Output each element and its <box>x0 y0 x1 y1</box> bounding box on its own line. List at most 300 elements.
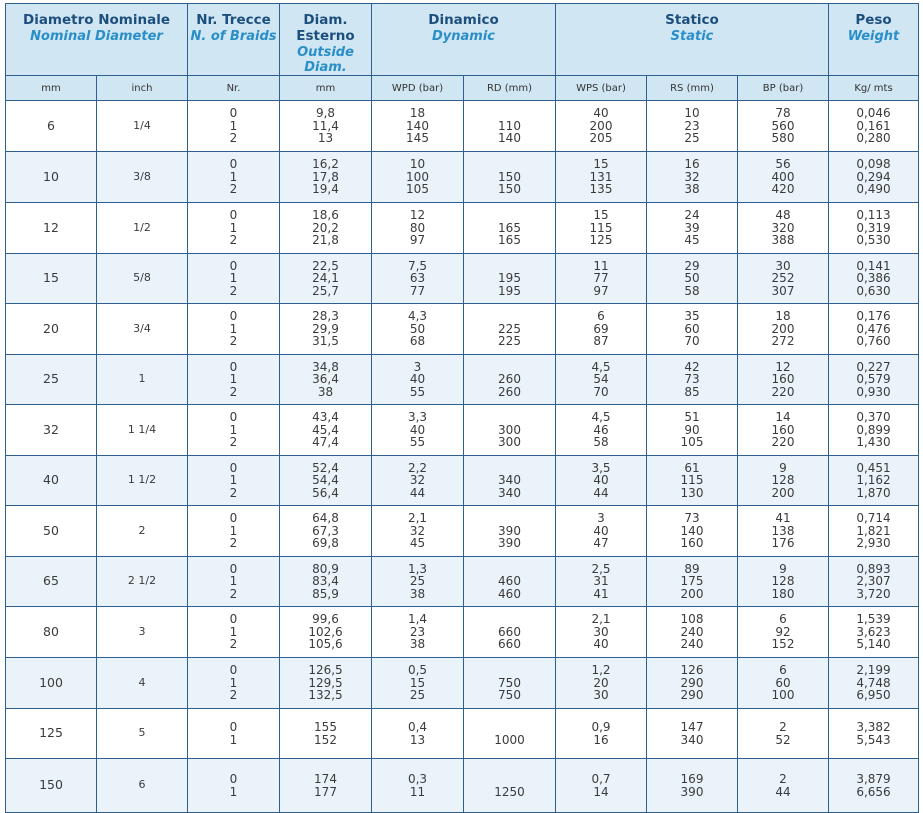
cell-outside-diam-value: 38 <box>317 384 334 399</box>
cell-braids <box>188 456 280 506</box>
table-body <box>6 101 919 813</box>
cell-wpd-value: 45 <box>409 536 426 551</box>
cell-outside-diam-value: 9,8 <box>315 106 336 121</box>
cell-braids-value: 0 <box>229 772 238 787</box>
cell-outside-diam-value: 56,4 <box>312 485 339 500</box>
cell-rs-value: 175 <box>680 574 704 589</box>
cell-rs <box>647 557 738 607</box>
cell-outside-diam-value: 132,5 <box>308 688 343 703</box>
cell-outside-diam-value: 36,4 <box>312 372 339 387</box>
cell-weight <box>829 254 919 304</box>
cell-weight <box>829 759 919 813</box>
cell-wpd-value: 2,1 <box>407 511 428 526</box>
cell-outside-diam-value: 64,8 <box>312 511 339 526</box>
table-row <box>6 405 919 456</box>
cell-outside-diam <box>280 709 372 759</box>
cell-weight-value: 0,098 <box>856 157 891 172</box>
cell-bp-value: 78 <box>775 106 791 121</box>
cell-rd-value <box>464 107 555 119</box>
cell-rd-value: 460 <box>498 574 521 589</box>
cell-rd <box>464 759 556 813</box>
cell-braids-value: 1 <box>229 169 238 184</box>
cell-weight <box>829 405 919 456</box>
cell-rd-value: 300 <box>498 422 521 437</box>
cell-wpd-value: 11 <box>409 784 426 799</box>
header-braids-subtitle: N. of Braids <box>190 29 277 44</box>
table-row <box>6 557 919 607</box>
cell-wps-value: 15 <box>593 157 609 172</box>
cell-outside-diam-value: 52,4 <box>312 460 339 475</box>
cell-weight-value: 0,161 <box>856 118 891 133</box>
cell-bp-value: 200 <box>771 321 795 336</box>
cell-outside-diam <box>280 304 372 355</box>
cell-rd-value: 340 <box>498 473 521 488</box>
cell-rs-value: 126 <box>680 663 704 678</box>
cell-wpd <box>372 405 464 456</box>
cell-outside-diam-value: 22,5 <box>312 258 339 273</box>
cell-wpd-value: 50 <box>409 321 426 336</box>
cell-braids-value: 0 <box>229 663 238 678</box>
cell-rs <box>647 658 738 709</box>
unit-header: RS (mm) <box>647 76 738 101</box>
cell-braids <box>188 759 280 813</box>
cell-rd-value: 660 <box>498 624 521 639</box>
cell-wps <box>556 405 647 456</box>
cell-rs-value: 73 <box>684 372 700 387</box>
cell-braids-value: 2 <box>229 334 238 349</box>
header-dynamic <box>372 4 556 76</box>
cell-weight-value: 0,714 <box>856 511 891 526</box>
cell-outside-diam <box>280 557 372 607</box>
cell-weight-value: 0,141 <box>856 258 891 273</box>
cell-bp-value: 128 <box>771 473 795 488</box>
cell-rd-value <box>464 512 555 524</box>
cell-inch: 3/4 <box>97 304 188 355</box>
table-row <box>6 152 919 203</box>
cell-rs-value: 240 <box>680 624 704 639</box>
cell-rs-value: 89 <box>684 561 700 576</box>
cell-outside-diam-value: 67,3 <box>312 523 339 538</box>
cell-bp-value: 92 <box>775 624 791 639</box>
header-row-titles <box>6 4 919 76</box>
cell-rs <box>647 709 738 759</box>
cell-wps <box>556 759 647 813</box>
cell-rs-value: 169 <box>680 772 704 787</box>
cell-rs-value: 16 <box>684 157 700 172</box>
header-braids-title: Nr. Trecce <box>196 12 271 28</box>
unit-header: inch <box>97 76 188 101</box>
cell-braids-value: 2 <box>229 384 238 399</box>
cell-bp-value: 2 <box>779 720 787 735</box>
cell-bp <box>738 506 829 557</box>
cell-braids-value: 0 <box>229 612 238 627</box>
cell-bp-value: 560 <box>771 118 795 133</box>
cell-rs <box>647 405 738 456</box>
cell-braids-value: 1 <box>229 574 238 589</box>
cell-rd <box>464 101 556 152</box>
cell-wpd <box>372 254 464 304</box>
cell-mm: 12 <box>6 203 97 254</box>
cell-wps <box>556 658 647 709</box>
cell-bp <box>738 304 829 355</box>
cell-wps-value: 30 <box>593 624 609 639</box>
cell-inch: 5/8 <box>97 254 188 304</box>
cell-bp <box>738 759 829 813</box>
cell-wps-value: 77 <box>593 271 609 286</box>
header-static <box>556 4 829 76</box>
cell-rs <box>647 203 738 254</box>
cell-mm: 150 <box>6 759 97 813</box>
cell-weight-value: 3,382 <box>856 720 891 735</box>
table-row <box>6 304 919 355</box>
cell-outside-diam-value: 20,2 <box>312 220 339 235</box>
cell-rd <box>464 456 556 506</box>
cell-wpd-value: 32 <box>409 473 426 488</box>
cell-outside-diam-value: 177 <box>314 784 337 799</box>
cell-braids-value: 1 <box>229 372 238 387</box>
cell-wps-value: 40 <box>593 523 609 538</box>
cell-outside-diam-value: 19,4 <box>312 182 339 197</box>
cell-wpd-value: 4,3 <box>407 309 428 324</box>
cell-mm: 50 <box>6 506 97 557</box>
cell-rs-value: 42 <box>684 359 700 374</box>
cell-rs-value: 147 <box>680 720 704 735</box>
cell-bp-value: 9 <box>779 561 787 576</box>
table-row <box>6 355 919 405</box>
cell-rs-value: 10 <box>684 106 700 121</box>
cell-wpd <box>372 709 464 759</box>
cell-rs-value: 73 <box>684 511 700 526</box>
cell-wpd-value: 0,5 <box>407 663 428 678</box>
cell-bp-value: 44 <box>775 784 791 799</box>
header-braids <box>188 4 280 76</box>
cell-rs <box>647 152 738 203</box>
cell-rs-value: 58 <box>684 283 700 298</box>
cell-bp-value: 220 <box>771 435 795 450</box>
cell-wps-value: 30 <box>593 688 609 703</box>
cell-rd-value: 1250 <box>494 784 525 799</box>
cell-wpd-value: 18 <box>409 106 426 121</box>
cell-wps <box>556 355 647 405</box>
cell-weight-value: 0,046 <box>856 106 891 121</box>
cell-wpd-value: 25 <box>409 688 426 703</box>
cell-rs <box>647 607 738 658</box>
cell-rs-value: 90 <box>684 422 700 437</box>
cell-rs <box>647 304 738 355</box>
cell-bp-value: 41 <box>775 511 791 526</box>
cell-braids <box>188 304 280 355</box>
cell-outside-diam-value: 102,6 <box>308 624 343 639</box>
cell-braids-value: 1 <box>229 422 238 437</box>
cell-bp-value: 12 <box>775 359 791 374</box>
cell-wps-value: 11 <box>593 258 609 273</box>
cell-outside-diam-value: 47,4 <box>312 435 339 450</box>
cell-braids-value: 2 <box>229 182 238 197</box>
cell-braids-value: 1 <box>229 523 238 538</box>
cell-wpd <box>372 304 464 355</box>
cell-rs-value: 38 <box>684 182 700 197</box>
cell-wpd <box>372 456 464 506</box>
cell-wpd-value: 80 <box>409 220 426 235</box>
unit-header: mm <box>6 76 97 101</box>
cell-rs-value: 200 <box>680 586 704 601</box>
cell-wpd <box>372 506 464 557</box>
cell-bp <box>738 607 829 658</box>
cell-bp-value: 14 <box>775 410 791 425</box>
cell-rd-value <box>464 721 555 733</box>
cell-mm: 80 <box>6 607 97 658</box>
cell-rs-value: 108 <box>680 612 704 627</box>
cell-wps-value: 2,1 <box>591 612 611 627</box>
cell-outside-diam-value: 13 <box>317 131 334 146</box>
cell-wpd <box>372 355 464 405</box>
table-row <box>6 254 919 304</box>
cell-outside-diam <box>280 101 372 152</box>
cell-rd-value: 195 <box>498 283 521 298</box>
cell-bp <box>738 456 829 506</box>
cell-rs <box>647 759 738 813</box>
table-row <box>6 101 919 152</box>
cell-outside-diam <box>280 456 372 506</box>
table-row <box>6 607 919 658</box>
cell-rs-value: 130 <box>680 485 704 500</box>
header-nominal-diameter-subtitle: Nominal Diameter <box>30 29 163 44</box>
cell-wps <box>556 101 647 152</box>
cell-wpd-value: 15 <box>409 675 426 690</box>
cell-wps-value: 4,5 <box>591 359 611 374</box>
cell-weight <box>829 557 919 607</box>
cell-outside-diam-value: 54,4 <box>312 473 339 488</box>
cell-weight-value: 0,490 <box>856 182 891 197</box>
cell-mm: 32 <box>6 405 97 456</box>
cell-rs <box>647 506 738 557</box>
cell-rd <box>464 304 556 355</box>
cell-rd-value: 660 <box>498 637 521 652</box>
cell-outside-diam-value: 174 <box>314 772 337 787</box>
cell-outside-diam-value: 28,3 <box>312 309 339 324</box>
unit-header: WPS (bar) <box>556 76 647 101</box>
cell-outside-diam <box>280 355 372 405</box>
cell-outside-diam-value: 152 <box>314 732 337 747</box>
cell-weight-value: 1,430 <box>856 435 891 450</box>
cell-rs-value: 51 <box>684 410 700 425</box>
cell-bp-value: 60 <box>775 675 791 690</box>
cell-braids-value: 1 <box>229 271 238 286</box>
cell-mm: 40 <box>6 456 97 506</box>
cell-rd-value <box>464 664 555 676</box>
cell-braids-value: 0 <box>229 359 238 374</box>
header-dynamic-subtitle: Dynamic <box>431 29 495 44</box>
cell-rd <box>464 254 556 304</box>
cell-weight-value: 0,451 <box>856 460 891 475</box>
cell-braids-value: 0 <box>229 106 238 121</box>
cell-outside-diam-value: 34,8 <box>312 359 339 374</box>
cell-bp-value: 160 <box>771 372 795 387</box>
cell-outside-diam <box>280 506 372 557</box>
cell-wpd-value: 13 <box>409 732 426 747</box>
cell-braids-value: 1 <box>229 473 238 488</box>
cell-rd-value: 390 <box>498 536 521 551</box>
cell-rs-value: 390 <box>680 784 704 799</box>
cell-rd <box>464 203 556 254</box>
cell-rd-value: 750 <box>498 688 521 703</box>
cell-rd-value: 340 <box>498 485 521 500</box>
cell-mm: 125 <box>6 709 97 759</box>
cell-bp-value: 48 <box>775 208 791 223</box>
cell-mm: 20 <box>6 304 97 355</box>
cell-wpd-value: 100 <box>406 169 429 184</box>
cell-wps-value: 2,5 <box>591 561 611 576</box>
header-dynamic-title: Dinamico <box>428 12 499 28</box>
cell-wpd <box>372 759 464 813</box>
hose-specs-table-wrapper <box>5 3 918 813</box>
cell-bp-value: 580 <box>771 131 795 146</box>
cell-weight-value: 6,950 <box>856 688 891 703</box>
cell-rs-value: 39 <box>684 220 700 235</box>
cell-weight-value: 0,227 <box>856 359 891 374</box>
cell-rs-value: 29 <box>684 258 700 273</box>
header-weight-title: Peso <box>855 12 892 28</box>
cell-wps-value: 58 <box>593 435 609 450</box>
cell-outside-diam-value: 24,1 <box>312 271 339 286</box>
unit-header: RD (mm) <box>464 76 556 101</box>
table-row <box>6 709 919 759</box>
cell-rs-value: 160 <box>680 536 704 551</box>
cell-weight <box>829 709 919 759</box>
cell-rd-value: 225 <box>498 334 521 349</box>
cell-weight-value: 3,623 <box>856 624 891 639</box>
cell-wpd-value: 38 <box>409 586 426 601</box>
cell-inch: 3/8 <box>97 152 188 203</box>
cell-rd-value: 260 <box>498 372 521 387</box>
cell-rd-value <box>464 411 555 423</box>
header-weight <box>829 4 919 76</box>
cell-braids-value: 0 <box>229 258 238 273</box>
cell-weight <box>829 456 919 506</box>
cell-rd <box>464 152 556 203</box>
cell-outside-diam-value: 16,2 <box>312 157 339 172</box>
cell-rd <box>464 709 556 759</box>
cell-wps-value: 205 <box>589 131 613 146</box>
cell-rs <box>647 101 738 152</box>
cell-weight <box>829 203 919 254</box>
cell-weight-value: 0,294 <box>856 169 891 184</box>
cell-wps <box>556 152 647 203</box>
cell-wps-value: 6 <box>597 309 605 324</box>
cell-bp-value: 400 <box>771 169 795 184</box>
cell-outside-diam-value: 21,8 <box>312 233 339 248</box>
cell-bp-value: 30 <box>775 258 791 273</box>
cell-rd-value <box>464 773 555 785</box>
cell-weight-value: 2,307 <box>856 574 891 589</box>
table-row <box>6 203 919 254</box>
cell-wps-value: 0,7 <box>591 772 611 787</box>
cell-wps <box>556 557 647 607</box>
cell-braids <box>188 203 280 254</box>
cell-rd-value: 390 <box>498 523 521 538</box>
cell-bp-value: 56 <box>775 157 791 172</box>
cell-outside-diam-value: 11,4 <box>312 118 339 133</box>
cell-wps-value: 40 <box>593 106 609 121</box>
cell-wpd <box>372 203 464 254</box>
unit-header: Kg/ mts <box>829 76 919 101</box>
cell-rd-value <box>464 158 555 170</box>
cell-rs-value: 35 <box>684 309 700 324</box>
header-static-subtitle: Static <box>670 29 714 44</box>
cell-braids-value: 2 <box>229 586 238 601</box>
cell-wps-value: 20 <box>593 675 609 690</box>
cell-braids-value: 2 <box>229 688 238 703</box>
cell-wps-value: 3 <box>597 511 605 526</box>
cell-weight-value: 0,930 <box>856 384 891 399</box>
cell-weight-value: 0,530 <box>856 233 891 248</box>
cell-braids-value: 2 <box>229 131 238 146</box>
cell-wpd-value: 40 <box>409 422 426 437</box>
cell-weight-value: 0,176 <box>856 309 891 324</box>
cell-outside-diam-value: 45,4 <box>312 422 339 437</box>
cell-weight <box>829 658 919 709</box>
cell-mm: 25 <box>6 355 97 405</box>
cell-wpd-value: 3,3 <box>407 410 428 425</box>
cell-mm: 15 <box>6 254 97 304</box>
cell-outside-diam <box>280 759 372 813</box>
cell-wpd-value: 40 <box>409 372 426 387</box>
cell-rs-value: 85 <box>684 384 700 399</box>
cell-wpd-value: 44 <box>409 485 426 500</box>
cell-wps-value: 3,5 <box>591 460 611 475</box>
cell-braids <box>188 557 280 607</box>
cell-inch: 2 <box>97 506 188 557</box>
cell-rs-value: 25 <box>684 131 700 146</box>
cell-wps-value: 135 <box>589 182 613 197</box>
cell-braids <box>188 101 280 152</box>
cell-weight-value: 0,370 <box>856 410 891 425</box>
cell-rs <box>647 254 738 304</box>
cell-bp <box>738 709 829 759</box>
cell-rd-value: 460 <box>498 586 521 601</box>
cell-bp-value: 2 <box>779 772 787 787</box>
cell-bp <box>738 355 829 405</box>
cell-outside-diam-value: 17,8 <box>312 169 339 184</box>
cell-inch: 2 1/2 <box>97 557 188 607</box>
cell-braids-value: 1 <box>229 118 238 133</box>
cell-bp-value: 307 <box>771 283 795 298</box>
cell-braids-value: 1 <box>229 220 238 235</box>
cell-wpd-value: 7,5 <box>407 258 428 273</box>
cell-rd-value: 750 <box>498 675 521 690</box>
cell-rs-value: 23 <box>684 118 700 133</box>
cell-outside-diam-value: 18,6 <box>312 208 339 223</box>
cell-braids-value: 1 <box>229 624 238 639</box>
cell-wpd-value: 77 <box>409 283 426 298</box>
cell-rd-value <box>464 209 555 221</box>
cell-rs-value: 61 <box>684 460 700 475</box>
cell-wpd-value: 38 <box>409 637 426 652</box>
cell-wpd-value: 10 <box>409 157 426 172</box>
cell-weight-value: 0,386 <box>856 271 891 286</box>
cell-wps-value: 200 <box>589 118 613 133</box>
cell-outside-diam-value: 29,9 <box>312 321 339 336</box>
header-nominal-diameter-title: Diametro Nominale <box>22 12 171 28</box>
cell-wpd-value: 145 <box>406 131 429 146</box>
cell-bp-value: 320 <box>771 220 795 235</box>
cell-bp-value: 388 <box>771 233 795 248</box>
cell-wps <box>556 607 647 658</box>
cell-bp-value: 6 <box>779 612 787 627</box>
cell-bp-value: 200 <box>771 485 795 500</box>
cell-wpd-value: 0,3 <box>407 772 428 787</box>
cell-wps <box>556 304 647 355</box>
